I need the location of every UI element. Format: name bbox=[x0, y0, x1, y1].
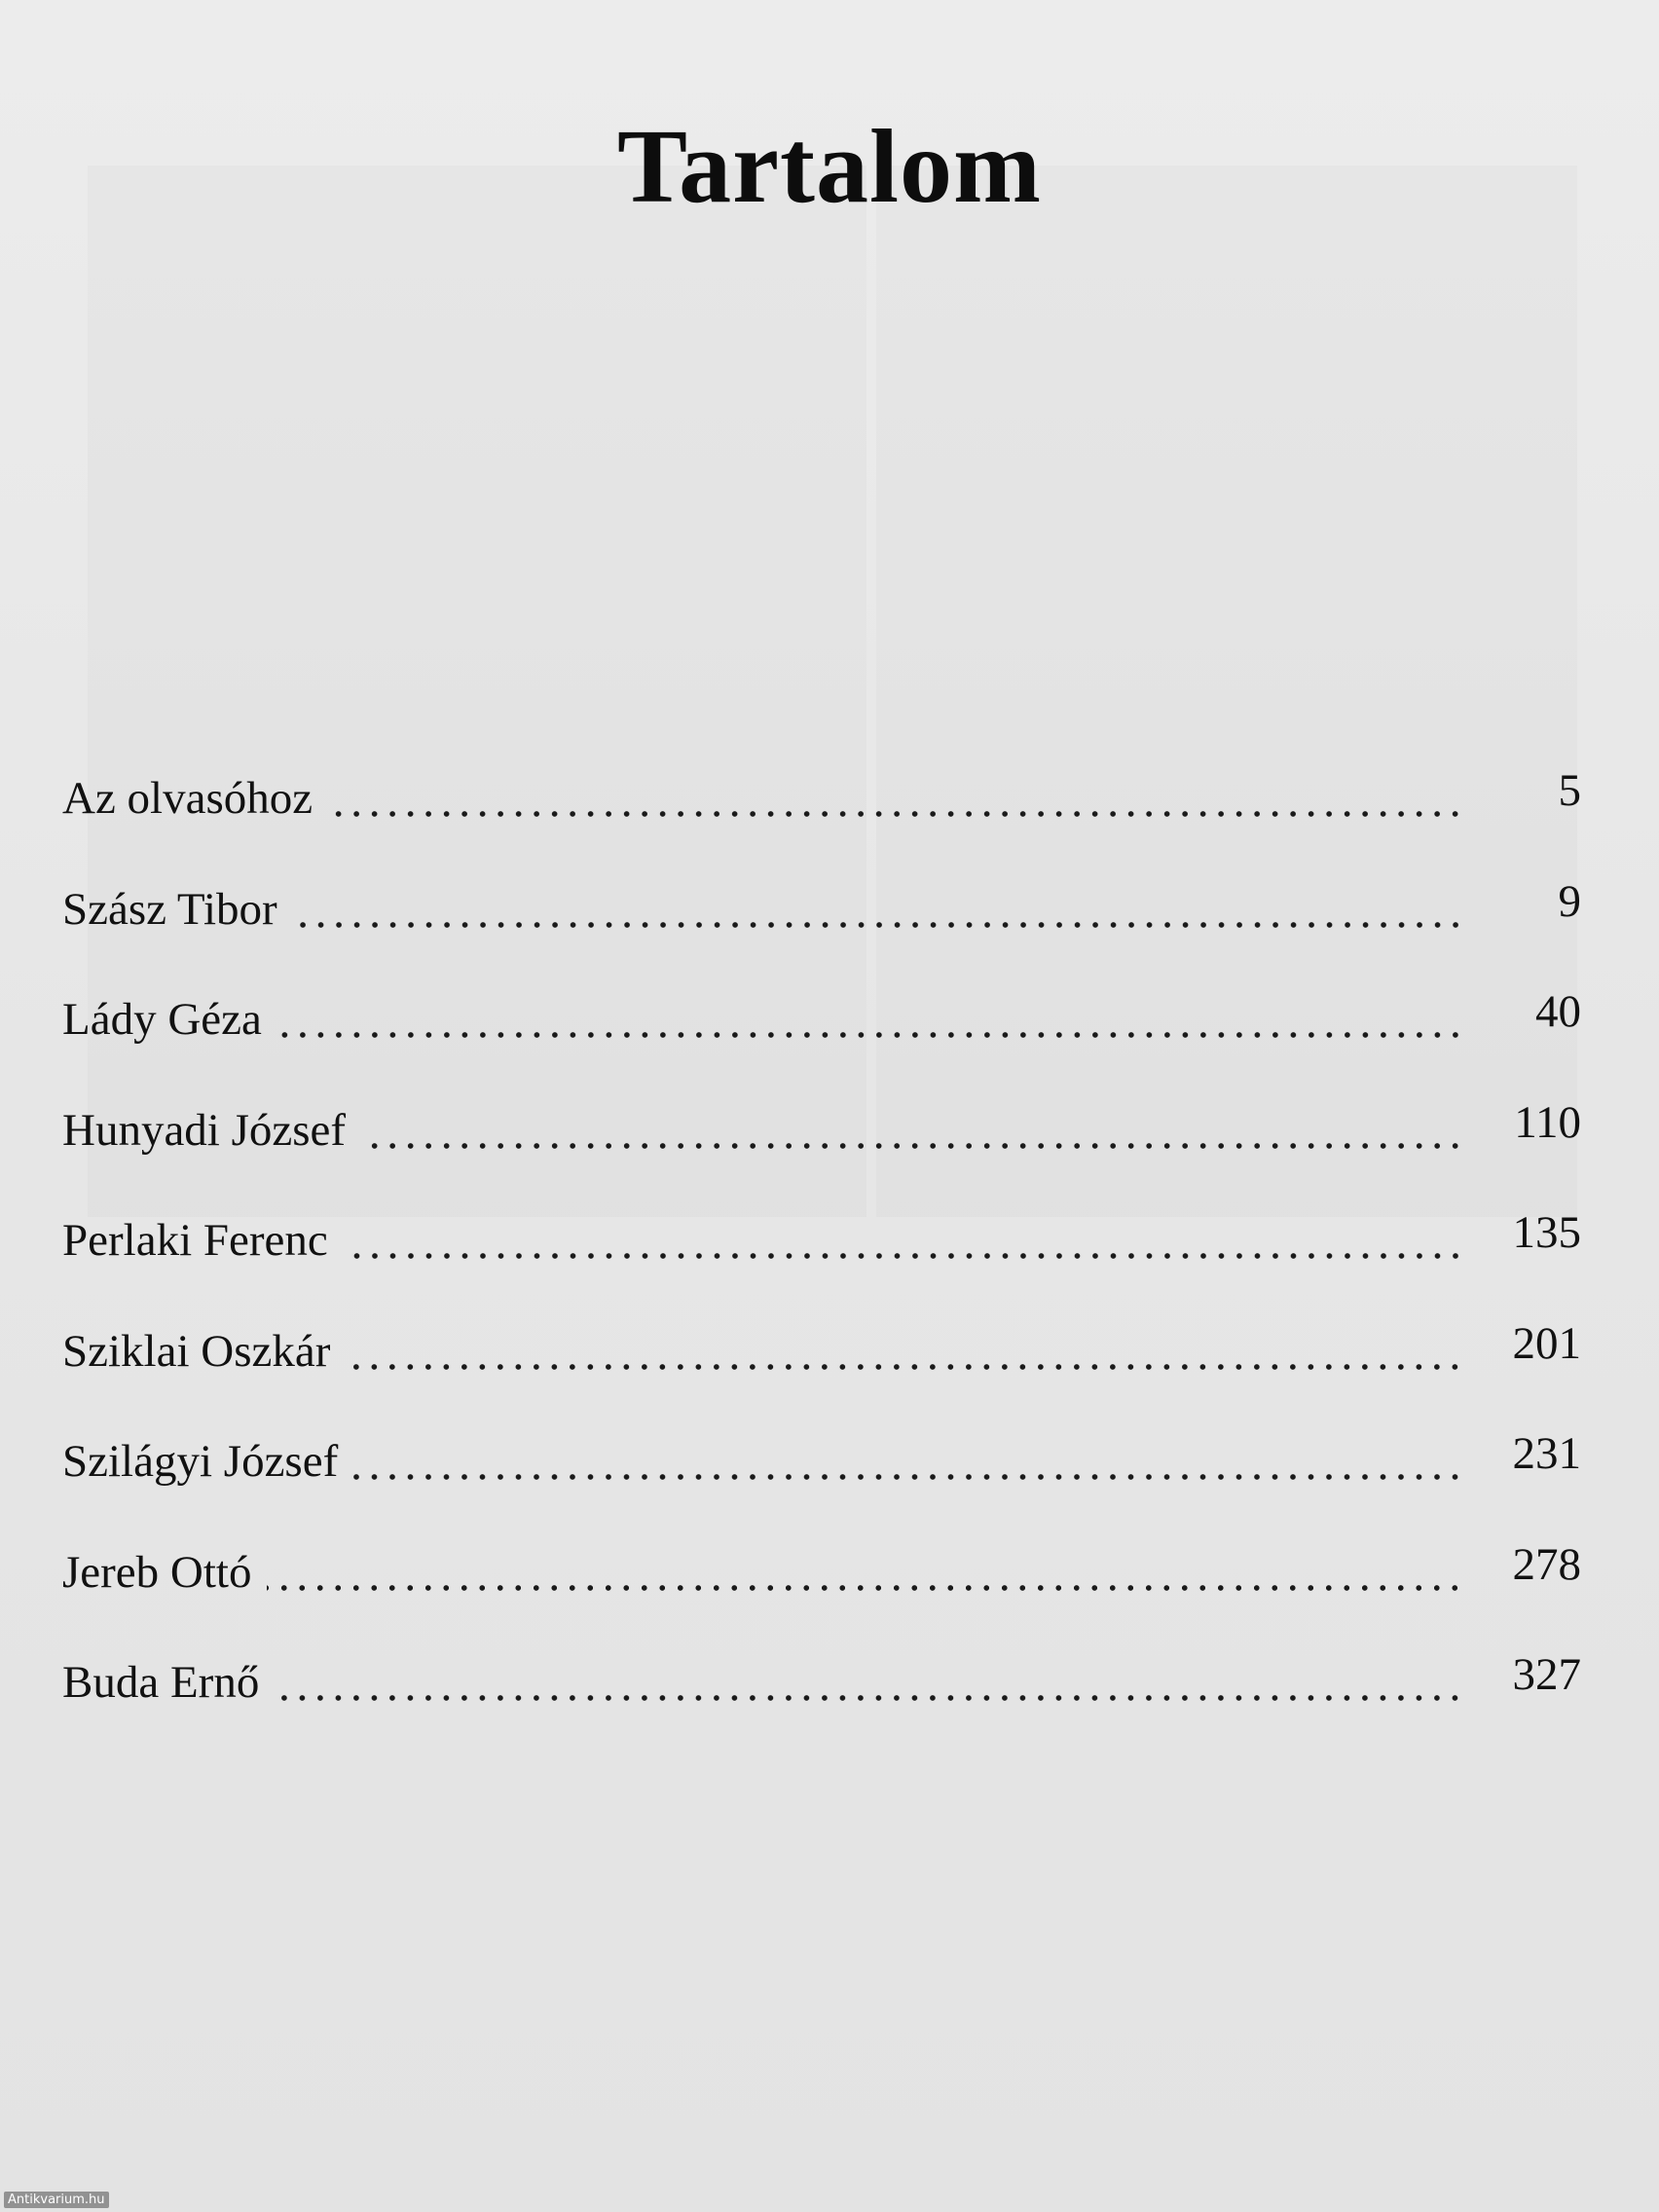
toc-entry-page-number: 327 bbox=[1512, 1649, 1581, 1700]
toc-entry bbox=[62, 1428, 1581, 1543]
toc-entry-title: Perlaki Ferenc bbox=[62, 1215, 328, 1266]
toc-entry-title: Hunyadi József bbox=[62, 1104, 347, 1156]
toc-entry-page-number: 110 bbox=[1514, 1096, 1581, 1148]
dot-leader bbox=[293, 880, 1464, 939]
dot-leader bbox=[267, 1543, 1464, 1602]
toc-entry bbox=[62, 765, 1581, 880]
toc-entry bbox=[62, 875, 1581, 991]
toc-entry-page-number: 40 bbox=[1535, 986, 1581, 1037]
toc-entry-page-number: 5 bbox=[1558, 765, 1581, 816]
toc-entry bbox=[62, 986, 1581, 1101]
dot-leader bbox=[353, 1432, 1464, 1491]
toc-entry-title: Jereb Ottó bbox=[62, 1546, 252, 1598]
toc-entry-title: Sziklai Oszkár bbox=[62, 1325, 331, 1377]
toc-entry-title: Az olvasóhoz bbox=[62, 773, 313, 824]
dot-leader bbox=[277, 990, 1464, 1049]
toc-entry-page-number: 9 bbox=[1558, 875, 1581, 927]
toc-entry bbox=[62, 1096, 1581, 1212]
dot-leader bbox=[346, 1322, 1464, 1381]
toc-entry bbox=[62, 1538, 1581, 1654]
dot-leader bbox=[275, 1653, 1464, 1712]
toc-entry-title: Buda Ernő bbox=[62, 1657, 260, 1708]
toc-entry-title: Szász Tibor bbox=[62, 883, 277, 935]
toc-entry bbox=[62, 1317, 1581, 1433]
page-title: Tartalom bbox=[617, 109, 1042, 225]
dot-leader bbox=[344, 1211, 1464, 1270]
dot-leader bbox=[361, 1101, 1464, 1160]
toc-entry-page-number: 201 bbox=[1512, 1317, 1581, 1369]
toc-entry-page-number: 231 bbox=[1512, 1428, 1581, 1479]
watermark-label: Antikvarium.hu bbox=[4, 2192, 109, 2208]
table-of-contents bbox=[62, 765, 1581, 1764]
toc-entry bbox=[62, 1649, 1581, 1764]
toc-entry-title: Szilágyi József bbox=[62, 1436, 339, 1487]
toc-entry bbox=[62, 1207, 1581, 1322]
dot-leader bbox=[328, 769, 1464, 828]
toc-entry-page-number: 278 bbox=[1512, 1538, 1581, 1590]
toc-entry-title: Lády Géza bbox=[62, 994, 262, 1045]
toc-entry-page-number: 135 bbox=[1512, 1207, 1581, 1258]
